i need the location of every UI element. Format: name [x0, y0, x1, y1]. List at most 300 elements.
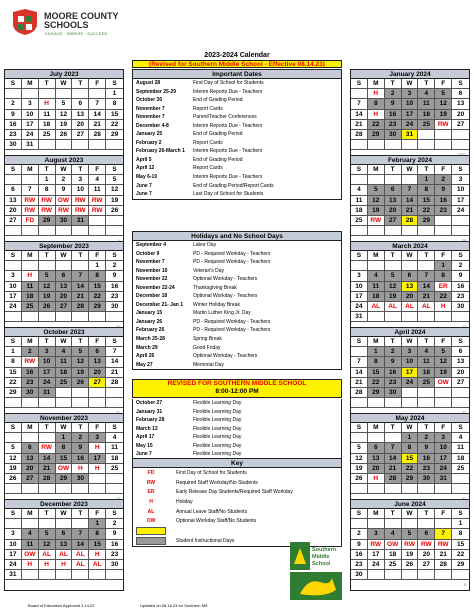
calendar-empty-cell — [72, 570, 89, 580]
calendar-day: 15 — [402, 454, 419, 464]
calendar-day: 21 — [39, 464, 56, 474]
calendar-day: 3 — [402, 347, 419, 357]
calendar-day: 11 — [452, 443, 469, 453]
event-description: Interim Reports Due - Teachers — [193, 148, 263, 155]
calendar-empty-cell — [452, 140, 469, 150]
weekday-header: M — [368, 337, 385, 347]
weekday-header: W — [56, 251, 73, 261]
calendar-empty-cell — [368, 175, 385, 185]
sms-revision-heading — [132, 379, 342, 398]
calendar-day: 21 — [351, 120, 368, 130]
calendar-empty-cell — [418, 398, 435, 408]
calendar-empty-cell — [402, 261, 419, 271]
calendar-day: 20 — [5, 206, 22, 216]
key-row — [133, 497, 341, 507]
calendar-day: 27 — [385, 216, 402, 226]
calendar-day: 20 — [402, 292, 419, 302]
calendar-empty-cell — [368, 312, 385, 322]
calendar-empty-cell — [435, 484, 452, 494]
event-date: January 15 — [136, 310, 163, 317]
calendar-empty-cell — [351, 140, 368, 150]
calendar-day: 9 — [385, 99, 402, 109]
calendar-empty-cell — [56, 226, 73, 236]
event-row — [133, 156, 341, 165]
calendar-day: AL — [72, 560, 89, 570]
calendar-day: 21 — [72, 292, 89, 302]
calendar-day: 15 — [452, 540, 469, 550]
calendar-empty-cell — [5, 226, 22, 236]
calendar-empty-cell — [72, 519, 89, 529]
month-title: October 2023 — [5, 328, 123, 337]
event-date: May 27 — [136, 361, 153, 368]
calendar-day: 21 — [106, 368, 123, 378]
calendar-empty-cell — [22, 312, 39, 322]
calendar-empty-cell — [368, 433, 385, 443]
calendar-day: 3 — [452, 175, 469, 185]
key-code: ER — [136, 488, 166, 496]
calendar-day: OW — [435, 378, 452, 388]
calendar-day: 21 — [89, 120, 106, 130]
calendar-empty-cell — [5, 519, 22, 529]
event-row — [133, 182, 341, 191]
calendar-day: 5 — [435, 89, 452, 99]
calendar-day: 4 — [418, 89, 435, 99]
calendar-day: 25 — [418, 378, 435, 388]
calendar-empty-cell — [385, 175, 402, 185]
calendar-day: 13 — [5, 196, 22, 206]
month-calendar — [4, 241, 124, 333]
calendar-day: 6 — [72, 99, 89, 109]
calendar-day: 1 — [106, 89, 123, 99]
key-description: Early Release Day Students/Required Staff Workday — [176, 489, 293, 496]
calendar-empty-cell — [106, 140, 123, 150]
calendar-empty-cell — [72, 484, 89, 494]
calendar-day: 14 — [385, 454, 402, 464]
calendar-day: 2 — [56, 175, 73, 185]
weekday-header: T — [39, 337, 56, 347]
calendar-day: AL — [418, 302, 435, 312]
calendar-empty-cell — [351, 175, 368, 185]
weekday-header: W — [402, 337, 419, 347]
weekday-header: S — [106, 165, 123, 175]
weekday-header: T — [385, 165, 402, 175]
calendar-empty-cell — [56, 398, 73, 408]
calendar-day: AL — [402, 302, 419, 312]
calendar-day: 24 — [452, 206, 469, 216]
calendar-day: 28 — [402, 216, 419, 226]
calendar-day: 22 — [418, 206, 435, 216]
calendar-empty-cell — [72, 388, 89, 398]
calendar-day: 19 — [402, 550, 419, 560]
key-code: OW — [136, 517, 166, 525]
weekday-header: S — [106, 423, 123, 433]
calendar-day: 17 — [5, 550, 22, 560]
calendar-empty-cell — [435, 388, 452, 398]
weekday-header: T — [385, 509, 402, 519]
event-row — [133, 190, 341, 199]
calendar-empty-cell — [368, 398, 385, 408]
calendar-day: 29 — [368, 130, 385, 140]
holidays-panel — [132, 231, 342, 370]
event-date: February 28 — [136, 417, 165, 424]
calendar-day: 7 — [72, 529, 89, 539]
calendar-empty-cell — [56, 519, 73, 529]
key-row — [133, 516, 341, 526]
month-title: September 2023 — [5, 242, 123, 251]
weekday-header: S — [351, 337, 368, 347]
calendar-day: AL — [56, 550, 73, 560]
calendar-empty-cell — [22, 519, 39, 529]
month-title: February 2024 — [351, 156, 469, 165]
calendar-day: 13 — [402, 282, 419, 292]
calendar-empty-cell — [39, 312, 56, 322]
calendar-day: 28 — [106, 378, 123, 388]
calendar-day: 19 — [435, 368, 452, 378]
calendar-day: 27 — [5, 216, 22, 226]
calendar-empty-cell — [418, 226, 435, 236]
calendar-empty-cell — [418, 130, 435, 140]
calendar-empty-cell — [56, 89, 73, 99]
calendar-empty-cell — [22, 570, 39, 580]
flex-days-list — [133, 399, 341, 459]
calendar-day: 17 — [89, 454, 106, 464]
calendar-day: 8 — [89, 271, 106, 281]
calendar-day: 11 — [418, 357, 435, 367]
calendar-day: 28 — [89, 130, 106, 140]
calendar-day: OW — [56, 196, 73, 206]
calendar-day: 31 — [435, 474, 452, 484]
calendar-empty-cell — [5, 484, 22, 494]
calendar-empty-cell — [351, 89, 368, 99]
weekday-header: S — [351, 509, 368, 519]
calendar-day: 9 — [351, 540, 368, 550]
calendar-empty-cell — [385, 570, 402, 580]
calendar-day: 28 — [385, 474, 402, 484]
calendar-day: 23 — [106, 550, 123, 560]
month-day-grid — [351, 251, 469, 322]
month-title: March 2024 — [351, 242, 469, 251]
calendar-empty-cell — [89, 474, 106, 484]
calendar-empty-cell — [39, 226, 56, 236]
calendar-day: 11 — [56, 357, 73, 367]
event-row — [133, 147, 341, 156]
calendar-day: AL — [385, 302, 402, 312]
calendar-empty-cell — [385, 261, 402, 271]
key-description: Annual Leave Staff/No Students — [176, 508, 248, 515]
calendar-day: RW — [89, 196, 106, 206]
event-description: Flexible Learning Day — [193, 451, 242, 458]
calendar-day: 6 — [452, 89, 469, 99]
calendar-day: RW — [22, 206, 39, 216]
calendar-day: 22 — [452, 550, 469, 560]
calendar-day: 10 — [402, 357, 419, 367]
calendar-day: H — [22, 560, 39, 570]
month-footer — [351, 580, 469, 590]
weekday-header: S — [452, 79, 469, 89]
event-description: Report Cards — [193, 105, 223, 112]
weekday-header: T — [72, 165, 89, 175]
calendar-day: 19 — [106, 196, 123, 206]
calendar-day: 15 — [56, 454, 73, 464]
district-header — [4, 2, 134, 38]
event-row — [133, 250, 341, 259]
key-row — [133, 468, 341, 478]
calendar-empty-cell — [351, 519, 368, 529]
calendar-empty-cell — [22, 175, 39, 185]
calendar-day: 30 — [351, 570, 368, 580]
calendar-day: 14 — [351, 110, 368, 120]
calendar-day: 20 — [368, 464, 385, 474]
weekday-header: S — [452, 423, 469, 433]
calendar-day: 6 — [368, 443, 385, 453]
event-row — [133, 164, 341, 173]
weekday-header: F — [435, 79, 452, 89]
weekday-header: M — [22, 79, 39, 89]
month-calendar — [4, 327, 124, 419]
calendar-day: 19 — [5, 464, 22, 474]
important-dates-panel — [132, 69, 342, 200]
key-code: RW — [136, 479, 166, 487]
calendar-day: 25 — [385, 560, 402, 570]
weekday-header: F — [435, 165, 452, 175]
calendar-day: 22 — [368, 120, 385, 130]
month-day-grid — [5, 251, 123, 322]
calendar-day: 16 — [106, 540, 123, 550]
calendar-day: 19 — [385, 292, 402, 302]
calendar-day: 30 — [106, 302, 123, 312]
calendar-day: 10 — [435, 443, 452, 453]
calendar-title: 2023-2024 Calendar — [204, 52, 270, 59]
calendar-empty-cell — [402, 226, 419, 236]
calendar-empty-cell — [418, 261, 435, 271]
event-description: Good Friday — [193, 344, 221, 351]
calendar-day: 12 — [435, 99, 452, 109]
calendar-day: 24 — [5, 302, 22, 312]
month-calendar — [4, 499, 124, 591]
calendar-day: 29 — [418, 216, 435, 226]
calendar-empty-cell — [5, 261, 22, 271]
calendar-day: 13 — [385, 196, 402, 206]
calendar-day: 28 — [351, 130, 368, 140]
calendar-empty-cell — [435, 312, 452, 322]
calendar-empty-cell — [72, 312, 89, 322]
calendar-empty-cell — [39, 570, 56, 580]
calendar-day: 28 — [351, 388, 368, 398]
weekday-header: T — [418, 423, 435, 433]
calendar-day: 15 — [89, 282, 106, 292]
calendar-day: 2 — [106, 519, 123, 529]
event-description: Flexible Learning Day — [193, 425, 242, 432]
calendar-day: 24 — [39, 378, 56, 388]
calendar-day: 1 — [89, 261, 106, 271]
calendar-empty-cell — [72, 89, 89, 99]
calendar-day: 4 — [452, 433, 469, 443]
calendar-day: 3 — [39, 347, 56, 357]
calendar-day: 1 — [368, 347, 385, 357]
event-date: October 9 — [136, 250, 160, 257]
calendar-empty-cell — [435, 130, 452, 140]
weekday-header: T — [418, 509, 435, 519]
calendar-day: 15 — [106, 110, 123, 120]
event-row — [133, 416, 341, 425]
calendar-day: 26 — [56, 130, 73, 140]
calendar-day: 18 — [368, 292, 385, 302]
calendar-day: 28 — [435, 560, 452, 570]
holidays-heading: Holidays and No School Days — [133, 232, 341, 241]
calendar-day: 7 — [22, 185, 39, 195]
weekday-header: T — [418, 337, 435, 347]
calendar-day: 29 — [56, 474, 73, 484]
event-row — [133, 258, 341, 267]
calendar-day: 3 — [89, 433, 106, 443]
calendar-day: 9 — [452, 271, 469, 281]
calendar-day: 9 — [385, 357, 402, 367]
calendar-day: 20 — [72, 120, 89, 130]
calendar-empty-cell — [72, 226, 89, 236]
calendar-empty-cell — [402, 398, 419, 408]
event-description: Optional Workday - Teachers — [193, 276, 258, 283]
weekday-header: S — [5, 509, 22, 519]
calendar-day: 29 — [5, 388, 22, 398]
key-row — [133, 507, 341, 517]
calendar-day: 7 — [385, 443, 402, 453]
event-row — [133, 352, 341, 361]
calendar-day: 19 — [351, 464, 368, 474]
calendar-day: 8 — [5, 357, 22, 367]
calendar-day: 23 — [385, 120, 402, 130]
weekday-header: T — [418, 165, 435, 175]
calendar-day: 30 — [106, 560, 123, 570]
event-description: Interim Reports Due - Teachers — [193, 122, 263, 129]
calendar-day: 29 — [368, 388, 385, 398]
calendar-day: 25 — [106, 464, 123, 474]
district-name-line2: SCHOOLS — [44, 20, 89, 30]
calendar-day: 1 — [5, 347, 22, 357]
calendar-empty-cell — [435, 519, 452, 529]
calendar-day: AL — [368, 302, 385, 312]
calendar-day: 7 — [435, 529, 452, 539]
calendar-day: 7 — [351, 357, 368, 367]
calendar-day: 16 — [5, 120, 22, 130]
calendar-day: 18 — [56, 368, 73, 378]
calendar-empty-cell — [452, 226, 469, 236]
event-date: March 29 — [136, 344, 158, 351]
calendar-day: 12 — [5, 454, 22, 464]
calendar-day: 12 — [39, 540, 56, 550]
calendar-empty-cell — [106, 474, 123, 484]
sms-logo-line1: Southern — [312, 547, 337, 553]
calendar-day: 4 — [368, 271, 385, 281]
event-row — [133, 88, 341, 97]
key-description: Required Staff Workday/No Students — [176, 479, 258, 486]
sms-heading-text: REVISED FOR SOUTHERN MIDDLE SCHOOL — [167, 380, 307, 387]
calendar-day: 27 — [56, 302, 73, 312]
event-row — [133, 122, 341, 131]
calendar-empty-cell — [106, 216, 123, 226]
calendar-empty-cell — [368, 261, 385, 271]
calendar-empty-cell — [89, 398, 106, 408]
district-name-line1: MOORE COUNTY — [44, 11, 119, 21]
weekday-header: T — [39, 423, 56, 433]
calendar-empty-cell — [22, 398, 39, 408]
calendar-day: 17 — [39, 368, 56, 378]
calendar-day: 25 — [351, 216, 368, 226]
calendar-empty-cell — [351, 433, 368, 443]
key-row — [133, 478, 341, 488]
calendar-day: 5 — [106, 175, 123, 185]
event-row — [133, 442, 341, 451]
calendar-empty-cell — [106, 570, 123, 580]
event-row — [133, 309, 341, 318]
calendar-day: 17 — [402, 368, 419, 378]
weekday-header: F — [435, 337, 452, 347]
calendar-day: 16 — [385, 110, 402, 120]
calendar-day: RW — [72, 196, 89, 206]
calendar-day: 24 — [402, 120, 419, 130]
event-description: Report Cards — [193, 165, 223, 172]
calendar-day: 11 — [418, 99, 435, 109]
calendar-day: 26 — [39, 302, 56, 312]
calendar-empty-cell — [22, 433, 39, 443]
calendar-day: OW — [56, 464, 73, 474]
calendar-day: 16 — [435, 196, 452, 206]
event-row — [133, 408, 341, 417]
calendar-day: ER — [435, 282, 452, 292]
key-code: AL — [136, 508, 166, 516]
calendar-day: 12 — [106, 185, 123, 195]
calendar-day: 19 — [435, 110, 452, 120]
key-description: Student Instructional Days — [176, 537, 235, 544]
calendar-day: 31 — [39, 388, 56, 398]
calendar-day: 20 — [452, 110, 469, 120]
calendar-day: 1 — [418, 175, 435, 185]
calendar-empty-cell — [39, 484, 56, 494]
calendar-day: 1 — [89, 519, 106, 529]
calendar-day: 19 — [368, 206, 385, 216]
calendar-day: RW — [39, 443, 56, 453]
important-dates-list — [133, 79, 341, 199]
calendar-day: 9 — [435, 185, 452, 195]
calendar-day: 12 — [435, 357, 452, 367]
calendar-day: 12 — [368, 196, 385, 206]
weekday-header: F — [89, 423, 106, 433]
calendar-day: RW — [418, 540, 435, 550]
calendar-day: 19 — [56, 120, 73, 130]
key-description: Holiday — [176, 498, 193, 505]
calendar-day: 8 — [452, 529, 469, 539]
calendar-empty-cell — [106, 226, 123, 236]
calendar-empty-cell — [402, 312, 419, 322]
calendar-day: 5 — [351, 443, 368, 453]
event-date: June 7 — [136, 191, 152, 198]
weekday-header: S — [351, 423, 368, 433]
calendar-empty-cell — [39, 433, 56, 443]
calendar-empty-cell — [22, 226, 39, 236]
calendar-day: 7 — [418, 271, 435, 281]
event-description: PD - Required Workday - Teachers — [193, 327, 271, 334]
calendar-day: 18 — [418, 368, 435, 378]
weekday-header: T — [418, 251, 435, 261]
event-row — [133, 399, 341, 408]
event-row — [133, 284, 341, 293]
calendar-empty-cell — [418, 388, 435, 398]
event-date: October 27 — [136, 400, 163, 406]
calendar-day: 21 — [402, 206, 419, 216]
calendar-day: RW — [72, 206, 89, 216]
event-date: November 22-24 — [136, 284, 175, 291]
calendar-day: 31 — [351, 312, 368, 322]
calendar-day: 17 — [368, 550, 385, 560]
